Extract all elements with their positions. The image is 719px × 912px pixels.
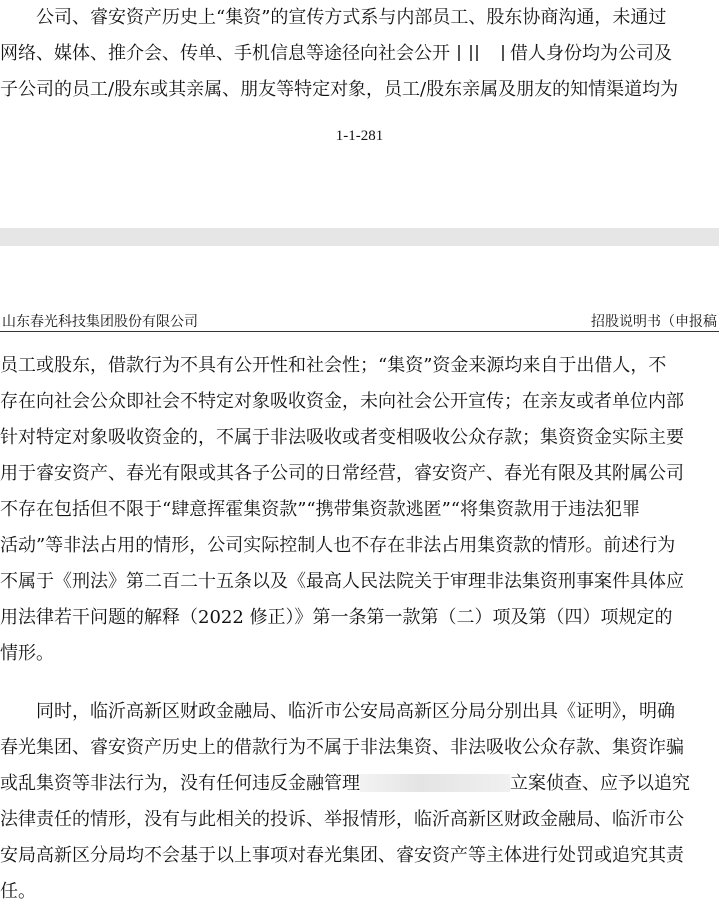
redacted-area: [360, 774, 510, 792]
scan-artifact: [450, 43, 510, 63]
text-line: 安局高新区分局均不会基于以上事项对春光集团、睿安资产等主体进行处罚或追究其责: [0, 845, 684, 866]
text-segment: 网络、媒体、推介会、传单、手机信息等途径向社会公开: [0, 43, 450, 64]
text-line: 情形。: [0, 643, 54, 664]
previous-page: [0, 0, 719, 228]
text-line: 用法律若干问题的解释（2022 修正）》第一条第一款第（二）项及第（四）项规定的: [0, 607, 673, 628]
text-line: 用于睿安资产、春光有限或其各子公司的日常经营，睿安资产、春光有限及其附属公司: [0, 463, 684, 484]
text-line: 员工或股东，借款行为不具有公开性和社会性；“集资”资金来源均来自于出借人，不: [0, 355, 667, 376]
header-document-title: 招股说明书（申报稿: [591, 314, 717, 330]
text-segment: 借人身份均为公司及: [510, 43, 672, 64]
page-header: [0, 309, 719, 332]
text-line: 针对特定对象吸收资金的，不属于非法吸收或者变相吸收公众存款；集资资金实际主要: [0, 427, 684, 448]
page-separator: [0, 228, 719, 246]
page-number: 1-1-281: [335, 128, 384, 144]
text-line: 存在向社会公众即社会不特定对象吸收资金，未向社会公开宣传；在亲友或者单位内部: [0, 391, 684, 412]
header-company: 山东春光科技集团股份有限公司: [2, 314, 198, 330]
text-line: 不属于《刑法》第二百二十五条以及《最高人民法院关于审理非法集资刑事案件具体应: [0, 571, 684, 592]
text-segment: 立案侦查、应予以追究: [510, 773, 690, 794]
text-line: [0, 42, 719, 66]
text-line: [0, 772, 719, 796]
text-line: 不存在包括但不限于“肆意挥霍集资款”“携带集资款逃匿”“将集资款用于违法犯罪: [0, 499, 641, 520]
text-segment: 或乱集资等非法行为，没有任何违反金融管理: [0, 773, 360, 794]
text-line: 同时，临沂高新区财政金融局、临沂市公安局高新区分局分别出具《证明》，明确: [36, 701, 675, 722]
text-line: 活动”等非法占用的情形，公司实际控制人也不存在非法占用集资款的情形。前述行为: [0, 535, 676, 556]
text-line: 法律责任的情形，没有与此相关的投诉、举报情形，临沂高新区财政金融局、临沂市公: [0, 809, 684, 830]
text-line: 任。: [0, 881, 36, 902]
text-line: 春光集团、睿安资产历史上的借款行为不属于非法集资、非法吸收公众存款、集资诈骗: [0, 737, 684, 758]
text-line: 子公司的员工/股东或其亲属、朋友等特定对象，员工/股东亲属及朋友的知情渠道均为: [0, 79, 679, 100]
text-line: 公司、睿安资产历史上“集资”的宣传方式系与内部员工、股东协商沟通，未通过: [36, 7, 667, 28]
